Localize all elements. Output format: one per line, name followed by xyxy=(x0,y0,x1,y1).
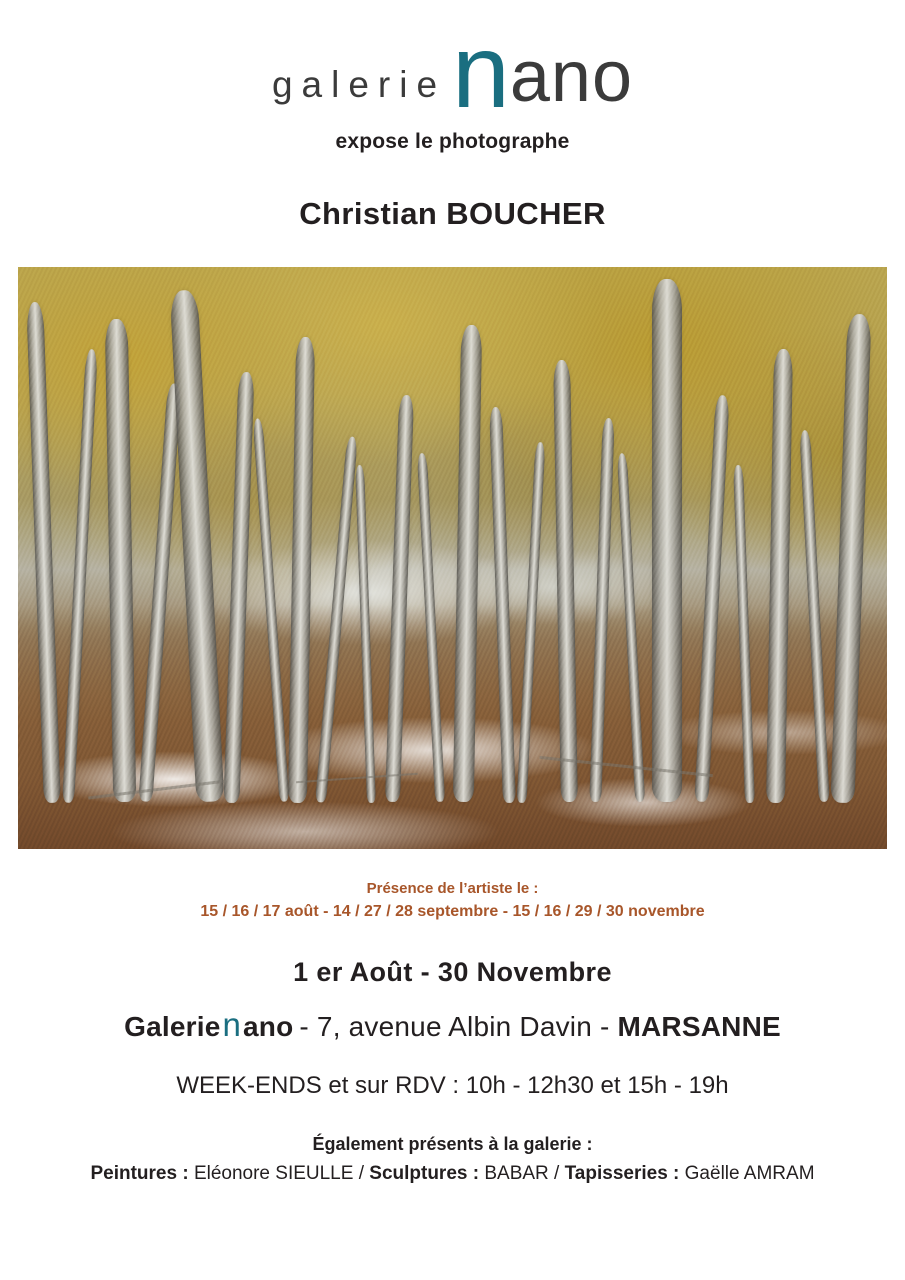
address-street: - 7, avenue Albin Davin - xyxy=(299,1011,610,1043)
artist-presence-block xyxy=(200,877,704,925)
other-artist-label-1: Sculptures : xyxy=(369,1163,480,1185)
artist-presence-label: Présence de l’artiste le : xyxy=(366,880,539,897)
forest-photo-texture xyxy=(18,267,887,849)
address-logo-initial: n xyxy=(222,1006,242,1044)
exhibition-photo xyxy=(18,267,887,849)
logo-word-galerie: galerie xyxy=(271,64,447,105)
address-gallery-suffix: ano xyxy=(243,1011,294,1043)
logo-word-ano: ano xyxy=(509,37,634,117)
also-present-label: Également présents à la galerie : xyxy=(312,1134,593,1155)
logo-initial-n: n xyxy=(452,14,510,130)
other-artist-name-0: Eléonore SIEULLE / xyxy=(193,1163,370,1185)
other-artist-label-0: Peintures : xyxy=(90,1163,189,1185)
exhibition-subtitle: expose le photographe xyxy=(335,130,570,153)
gallery-address xyxy=(124,1006,781,1044)
other-artists-line xyxy=(90,1163,814,1185)
exhibition-dates: 1 er Août - 30 Novembre xyxy=(293,957,612,988)
artist-presence-dates: 15 / 16 / 17 août - 14 / 27 / 28 septembre - 15 / 16 / 29 / 30 novembre xyxy=(200,903,705,921)
address-gallery-word: Galerie xyxy=(124,1011,221,1043)
opening-hours: WEEK-ENDS et sur RDV : 10h - 12h30 et 15h - 19h xyxy=(176,1072,729,1100)
other-artist-label-2: Tapisseries : xyxy=(564,1163,680,1185)
artist-name: Christian BOUCHER xyxy=(299,196,606,231)
other-artist-name-1: BABAR / xyxy=(484,1163,565,1185)
other-artist-name-2: Gaëlle AMRAM xyxy=(684,1163,815,1185)
address-city: MARSANNE xyxy=(617,1011,781,1043)
gallery-logo xyxy=(0,14,905,130)
